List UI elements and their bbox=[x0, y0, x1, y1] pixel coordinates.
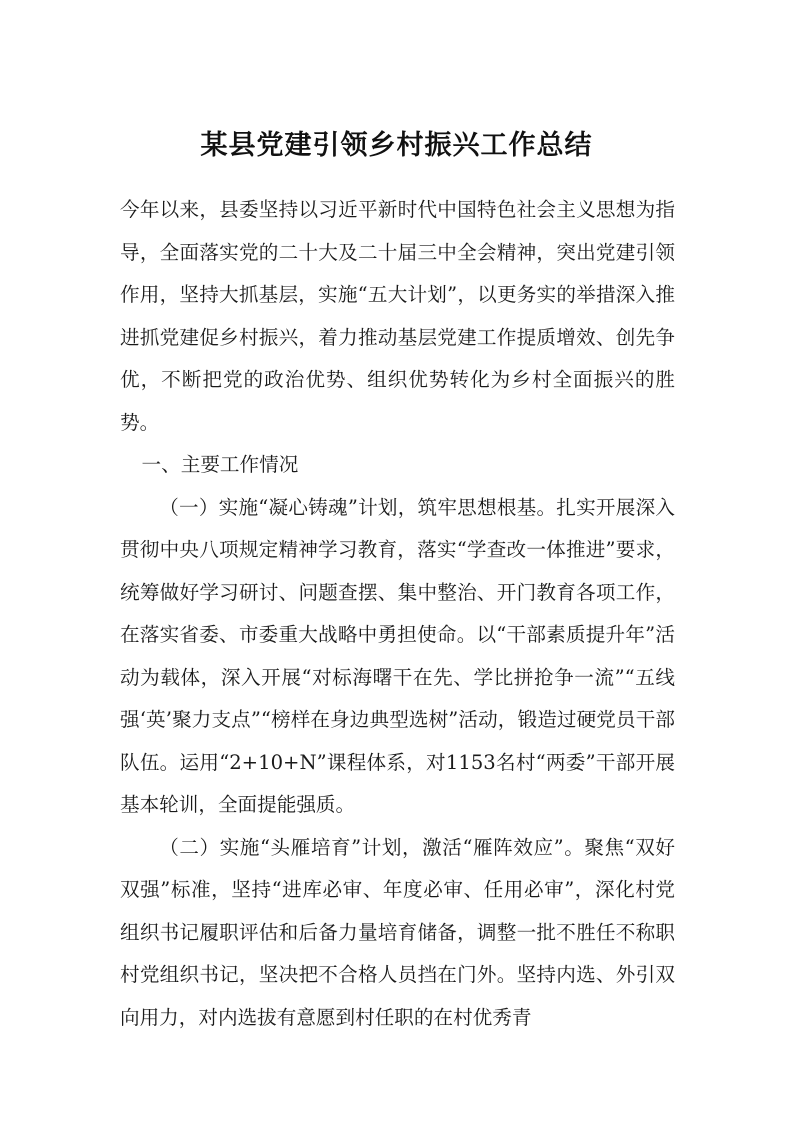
paragraph-2: （二）实施“头雁培育”计划，激活“雁阵效应”。聚焦“双好双强”标准，坚持“进库必审、年度必审、任用必审”，深化村党组织书记履职评估和后备力量培育储备，调整一批不胜任不称职村党组织书记，坚决把不合格人员挡在门外。坚持内选、外引双向用力，对内选拔有意愿到村任职的在村优秀青 bbox=[120, 835, 675, 1029]
intro-paragraph: 今年以来，县委坚持以习近平新时代中国特色社会主义思想为指导，全面落实党的二十大及二十届三中全会精神，突出党建引领作用，坚持大抓基层，实施“五大计划”，以更务实的举措深入推进抓党建促乡村振兴，着力推动基层党建工作提质增效、创先争优，不断把党的政治优势、组织优势转化为乡村全面振兴的胜势。 bbox=[120, 198, 675, 434]
document-title: 某县党建引领乡村振兴工作总结 bbox=[200, 130, 593, 161]
paragraph-1: （一）实施“凝心铸魂”计划，筑牢思想根基。扎实开展深入贯彻中央八项规定精神学习教育，落实“学查改一体推进”要求，统筹做好学习研讨、问题查摆、集中整治、开门教育各项工作，在落实省委、市委重大战略中勇担使命。以“干部素质提升年”活动为载体，深入开展“对标海曙干在先、学比拼抢争一流”“五线强‘英’聚力支点”“榜样在身边典型选树”活动，锻造过硬党员干部队伍。运用“2+10+N”课程体系，对1153名村“两委”干部开展基本轮训，全面提能强质。 bbox=[120, 495, 675, 816]
document-body bbox=[120, 189, 675, 1039]
section-heading: 一、主要工作情况 bbox=[141, 453, 299, 476]
